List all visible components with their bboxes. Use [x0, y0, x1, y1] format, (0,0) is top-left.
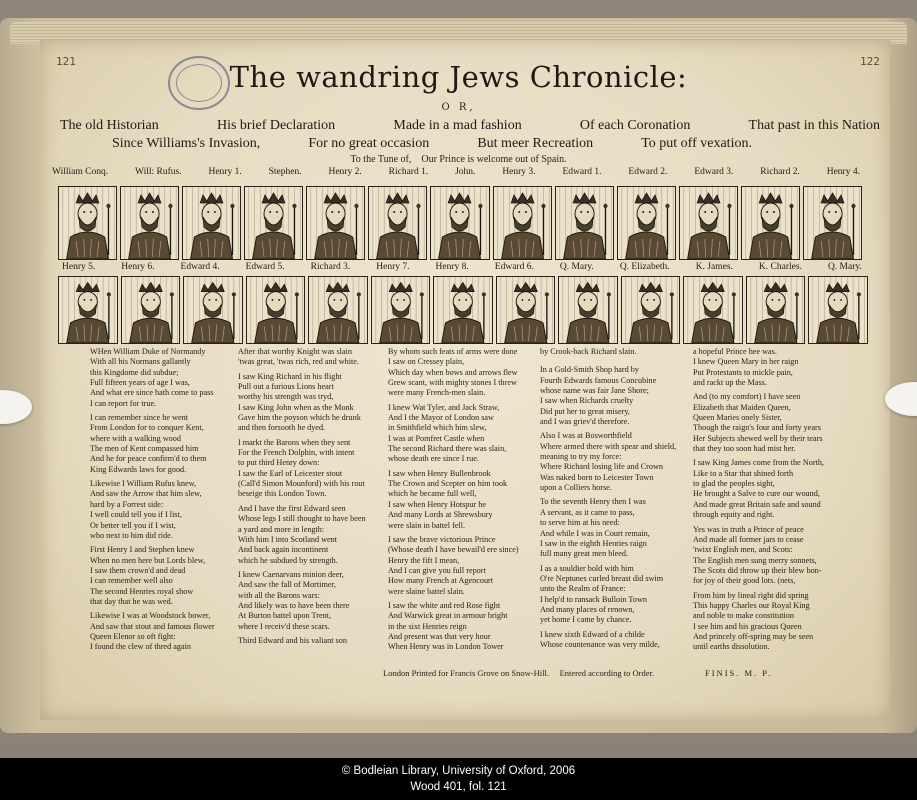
monarch-label: Edward 5.	[245, 262, 285, 272]
verse-line: And saw that stout and famous flower	[90, 621, 215, 631]
verse-line: How many French at Agencourt	[388, 576, 494, 586]
verse-line: unto the Realm of France:	[540, 584, 626, 594]
verse-line: The Scots did throw up their blew bon-	[693, 565, 822, 575]
monarch-portrait	[746, 276, 806, 344]
verse-column-4	[540, 347, 676, 650]
verse-line: full many great men bleed.	[540, 549, 628, 559]
monarch-label: Q. Mary.	[559, 262, 594, 272]
portrait-row-1	[58, 186, 862, 258]
verse-line: A servant, as it came to pass,	[540, 507, 635, 517]
monarch-portrait	[433, 276, 493, 344]
verse-line: I markt the Barons when they sent	[238, 437, 351, 447]
verse-line: This happy Charles our Royal King	[693, 600, 810, 610]
verse-line: I as a souldier bold with him	[540, 563, 634, 573]
verse-line: were slaine battel slain.	[388, 586, 465, 596]
subtitle-row-2	[112, 136, 752, 152]
verse-line: And made all former jars to cease	[693, 534, 804, 544]
verse-line: Also I was at Bosworthfield	[540, 431, 632, 441]
verse-line: in the sixt Henries reign	[388, 621, 467, 631]
verse-line: Put Protestants to mickle pain,	[693, 367, 793, 377]
verse-column-2	[238, 347, 366, 646]
verse-line: where I receiv'd these scars.	[238, 621, 330, 631]
verse-line: where with a walking wood	[90, 433, 181, 443]
verse-line: through equity and right.	[693, 510, 775, 520]
verse-line: And he for peace confirm'd to them	[90, 454, 207, 464]
verse-line: In a Gold-Smith Shop hard by	[540, 365, 639, 375]
verse-line: I saw the brave victorious Prince	[388, 534, 496, 544]
verse-line: And likely was to have been there	[238, 600, 350, 610]
verse-line: O're Neptunes curled breast did swim	[540, 573, 664, 583]
verse-line: Likewise I William Rufus knew,	[90, 479, 197, 489]
verse-column-5	[693, 347, 824, 653]
folio-number-left: 121	[56, 55, 76, 68]
verse-line: And Warwick great in armour bright	[388, 611, 508, 621]
verse-line: The second Henries royal show	[90, 586, 194, 596]
verse-line: a yard and more in length:	[238, 524, 325, 534]
copyright-notice: © Bodleian Library, University of Oxford, 2006	[341, 765, 576, 777]
monarch-portrait	[493, 186, 552, 260]
verse-line: Full fifteen years of age I was,	[90, 378, 190, 388]
verse-line: And I can give you full report	[388, 565, 486, 575]
verse-line: Where armed there with spear and shield,	[540, 441, 677, 451]
verse-line: When Henry was in London Tower	[388, 642, 504, 652]
monarch-portrait	[120, 186, 179, 260]
verse-line: And many Lords at Shrewsbury	[388, 510, 493, 520]
verse-column-1	[90, 347, 215, 653]
verse-line: and rackt up the Mass.	[693, 378, 767, 388]
monarch-portrait	[368, 186, 427, 260]
verse-line: I knew Queen Mary in her raign	[693, 357, 799, 367]
verse-line: And made great Britain safe and sound	[693, 499, 821, 509]
shelfmark: Wood 401, fol. 121	[410, 781, 507, 793]
verse-line: I saw in the eighth Henries raign	[540, 538, 647, 548]
verse-line: beseige this London Town.	[238, 489, 327, 499]
portrait-row-2	[58, 276, 868, 342]
monarch-labels-row-2	[62, 262, 862, 272]
imprint-line	[383, 668, 654, 678]
verse-line: I saw the white and red Rose fight	[388, 600, 501, 610]
monarch-labels-row-1	[52, 167, 860, 177]
monarch-label: Henry 4.	[826, 167, 860, 177]
verse-line: whose name was fair Jane Shore;	[540, 386, 649, 396]
subtitle-phrase: Made in a mad fashion	[393, 118, 522, 133]
monarch-portrait	[683, 276, 743, 344]
monarch-label: Henry 7.	[376, 262, 410, 272]
monarch-portrait	[58, 276, 118, 344]
verse-line: And what ere since hath come to pass	[90, 388, 214, 398]
tune-label: To the Tune of,	[350, 154, 412, 165]
verse-line: When no men here but Lords blew,	[90, 555, 206, 565]
monarch-label: Henry 3.	[502, 167, 536, 177]
monarch-portrait	[621, 276, 681, 344]
verse-line: And back again incontinent	[238, 545, 329, 555]
verse-line: I knew sixth Edward of a childe	[540, 629, 645, 639]
monarch-label: Richard 3.	[310, 262, 351, 272]
tune-line	[0, 154, 917, 165]
subtitle-phrase: But meer Recreation	[477, 136, 594, 151]
verse-line: this Kingdome did subdue;	[90, 367, 179, 377]
folio-number-right: 122	[860, 55, 880, 68]
subtitle-phrase: For no great occasion	[308, 136, 430, 151]
monarch-label: Henry 2.	[328, 167, 362, 177]
monarch-label: K. James.	[695, 262, 733, 272]
verse-line: He brought a Salve to cure our wound,	[693, 489, 820, 499]
verse-line: (Whose death I have bewail'd ere since)	[388, 545, 519, 555]
verse-line: Likewise I was at Woodstock bower,	[90, 611, 211, 621]
monarch-label: Edward 6.	[494, 262, 534, 272]
monarch-label: Henry 1.	[208, 167, 242, 177]
monarch-label: Richard 2.	[760, 167, 800, 177]
monarch-portrait	[58, 186, 117, 260]
verse-line: I knew Caenarvans minion deer,	[238, 569, 344, 579]
monarch-portrait	[558, 276, 618, 344]
monarch-label: Edward 1.	[562, 167, 602, 177]
verse-line: I saw King John when as the Monk	[238, 402, 354, 412]
verse-line: and I was griev'd therefore.	[540, 417, 630, 427]
verse-line: Queen Elenor so oft fight:	[90, 631, 176, 641]
verse-line: The men of Kent compassed him	[90, 444, 199, 454]
verse-line: I saw them crown'd and dead	[90, 565, 186, 575]
monarch-portrait	[308, 276, 368, 344]
verse-line: a hopeful Prince hee was.	[693, 347, 777, 356]
verse-line: Where Richard losing life and Crown	[540, 462, 664, 472]
verse-line: (Call'd Simon Mounford) with his rout	[238, 479, 365, 489]
verse-line: I was at Pomfret Castle when	[388, 433, 485, 443]
verse-line: Whose countenance was very milde,	[540, 639, 660, 649]
verse-line: upon a Colliers horse.	[540, 483, 612, 493]
verse-line: with all the Barons wars:	[238, 590, 320, 600]
verse-line: And (to my comfort) I have seen	[693, 392, 801, 402]
verse-line: Henry the fift I mean,	[388, 555, 460, 565]
monarch-portrait	[430, 186, 489, 260]
monarch-portrait	[496, 276, 556, 344]
entered-note: Entered according to Order.	[559, 668, 654, 678]
verse-line: Like to a Star that shined forth	[693, 468, 794, 478]
verse-line: Gave him the poyson which he drunk	[238, 413, 361, 423]
subtitle-phrase: To put off vexation.	[641, 136, 752, 151]
monarch-label: Q. Elizabeth.	[619, 262, 670, 272]
verse-line: and then forsooth he dyed.	[238, 423, 326, 433]
monarch-label: Edward 2.	[628, 167, 668, 177]
monarch-label: Stephen.	[268, 167, 302, 177]
monarch-label: William Conq.	[52, 167, 109, 177]
verse-line: until earths dissolution.	[693, 642, 770, 652]
verse-line: that day that he was wed.	[90, 596, 173, 606]
verse-line: I saw when Henry Hotspur he	[388, 499, 486, 509]
verse-line: and noble to make constitution	[693, 611, 794, 621]
monarch-portrait	[183, 276, 243, 344]
verse-line: The second Richard there was slain,	[388, 444, 507, 454]
verse-line: For the French Dolphin, with intent	[238, 448, 355, 458]
monarch-portrait	[679, 186, 738, 260]
verse-line: Which day when bows and arrows flew	[388, 367, 518, 377]
monarch-portrait	[803, 186, 862, 260]
monarch-portrait	[244, 186, 303, 260]
verse-line: King Edwards laws for good.	[90, 464, 187, 474]
monarch-portrait	[741, 186, 800, 260]
verse-line: I knew Wat Tyler, and Jack Straw,	[388, 402, 500, 412]
verse-line: And present was that very hour	[388, 631, 491, 641]
verse-line: And I the Mayor of London saw	[388, 413, 494, 423]
monarch-label: Henry 8.	[435, 262, 469, 272]
verse-line: I can remember since he went	[90, 413, 188, 423]
monarch-portrait	[617, 186, 676, 260]
verse-line: Grew scant, with mighty stones I threw	[388, 378, 517, 388]
verse-line: I saw King James come from the North,	[693, 458, 824, 468]
monarch-label: K. Charles.	[758, 262, 802, 272]
verse-line: Pull out a furious Lions heart	[238, 382, 334, 392]
verse-line: The Crown and Scepter on him took	[388, 479, 508, 489]
monarch-label: Edward 3.	[694, 167, 734, 177]
verse-line: I saw King Richard in his flight	[238, 371, 342, 381]
monarch-portrait	[246, 276, 306, 344]
verse-line: I found the clew of thred again	[90, 642, 191, 652]
verse-line: which he became full well,	[388, 489, 477, 499]
monarch-portrait	[808, 276, 868, 344]
monarch-label: Edward 4.	[180, 262, 220, 272]
verse-line: hard by a Forrest side:	[90, 499, 164, 509]
verse-line: After that worthy Knight was slain	[238, 347, 352, 356]
verse-line: who next to him did ride.	[90, 530, 173, 540]
verse-line: that they too soon had mist her.	[693, 444, 796, 454]
verse-line: From him by lineal right did spring	[693, 590, 809, 600]
verse-line: were many French-men slain.	[388, 388, 486, 398]
verse-line: I can report for true.	[90, 398, 157, 408]
image-credit-bar	[0, 758, 917, 800]
verse-line: Or better tell you if I wist,	[90, 520, 176, 530]
verse-line: And I have the first Edward seen	[238, 503, 346, 513]
verse-line: And many places of renown,	[540, 604, 635, 614]
verse-line: With him I into Scotland went	[238, 534, 338, 544]
verse-line: 'twixt English men, and Scots:	[693, 545, 793, 555]
verse-line: Her Subjects shewed well by their tears	[693, 433, 823, 443]
verse-line: And while I was in Court remain,	[540, 528, 650, 538]
subtitle-phrase: That past in this Nation	[748, 118, 880, 133]
page-title: The wandring Jews Chronicle:	[229, 60, 688, 94]
verse-column-3	[388, 347, 519, 653]
monarch-portrait	[555, 186, 614, 260]
monarch-portrait	[371, 276, 431, 344]
subtitle-phrase: The old Historian	[60, 118, 159, 133]
finis-mark: FINIS. M. P.	[705, 668, 773, 678]
verse-line: Did put her to great misery,	[540, 406, 630, 416]
verse-line: which he subdued by strength.	[238, 555, 338, 565]
title-or: O R,	[441, 102, 476, 113]
verse-line: for joy of their good lots. (nets,	[693, 576, 796, 586]
verse-line: yet home I came by chance.	[540, 615, 632, 625]
subtitle-row-1	[60, 118, 880, 134]
verse-line: To the seventh Henry then I was	[540, 497, 646, 507]
verse-line: Third Edward and his valiant son	[238, 635, 347, 645]
verse-line: And princely off-spring may be seen	[693, 631, 814, 641]
monarch-label: Henry 5.	[62, 262, 96, 272]
monarch-label: Will: Rufus.	[134, 167, 182, 177]
subtitle-phrase: Of each Coronation	[579, 118, 691, 133]
verse-line: First Henry I and Stephen knew	[90, 545, 195, 555]
monarch-portrait	[182, 186, 241, 260]
verse-line: Fourth Edwards famous Concubine	[540, 375, 657, 385]
subtitle-phrase: Since Williams's Invasion,	[112, 136, 261, 151]
verse-line: I saw the Earl of Leicester stout	[238, 468, 343, 478]
verse-line: Though the raign's four and forty years	[693, 423, 821, 433]
verse-line: I help'd to ransack Bulloin Town	[540, 594, 647, 604]
verse-line: to glad the peoples sight,	[693, 479, 775, 489]
verse-line: I see him and his gracious Queen	[693, 621, 802, 631]
verse-line: Was naked born to Leicester Town	[540, 472, 654, 482]
verse-line: Queen Maries onely Sister,	[693, 413, 782, 423]
verse-line: I can remember well also	[90, 576, 173, 586]
monarch-portrait	[306, 186, 365, 260]
verse-line: By whom such feats of arms were done	[388, 347, 518, 356]
verse-line: I well could tell you if I list,	[90, 510, 182, 520]
verse-line: Yes was in truth a Prince of peace	[693, 524, 804, 534]
verse-line: Whose legs I still thought to have been	[238, 514, 366, 524]
monarch-label: Q. Mary.	[827, 262, 862, 272]
verse-line: to put third Henry down:	[238, 458, 320, 468]
monarch-portrait	[121, 276, 181, 344]
verse-line: 'twas great, 'twas rich, red and white.	[238, 357, 359, 367]
verse-line: The English men sung merry sonnets,	[693, 555, 817, 565]
verse-line: WHen William Duke of Normandy	[90, 347, 206, 356]
verse-line: Elizabeth that Maiden Queen,	[693, 402, 791, 412]
verse-line: whose death ere since I rue.	[388, 454, 479, 464]
tune-name: Our Prince is welcome out of Spain.	[421, 154, 567, 165]
verse-line: I saw when Richards cruelty	[540, 396, 634, 406]
verse-line: in Smithfield which him slew,	[388, 423, 487, 433]
subtitle-phrase: His brief Declaration	[216, 118, 336, 133]
verse-line: meaning to try my force:	[540, 452, 622, 462]
verse-line: And saw the fall of Mortimer,	[238, 580, 336, 590]
verse-line: to serve him at his need:	[540, 518, 620, 528]
verse-line: With all his Normans gallantly	[90, 357, 191, 367]
verse-line: worthy his strength was tryd,	[238, 392, 334, 402]
verse-line: I saw on Cressey plain,	[388, 357, 465, 367]
verse-line: At Burton battel upon Trent,	[238, 611, 332, 621]
ballad-text	[90, 347, 865, 677]
monarch-label: Richard 1.	[388, 167, 429, 177]
printer-imprint: London Printed for Francis Grove on Snow-Hill.	[383, 668, 549, 678]
monarch-label: Henry 6.	[121, 262, 155, 272]
verse-line: From London for to conquer Kent,	[90, 423, 204, 433]
verse-line: by Crook-back Richard slain.	[540, 347, 637, 356]
verse-line: And saw the Arrow that him slew,	[90, 489, 202, 499]
verse-line: were slain in battel fell.	[388, 520, 466, 530]
verse-line: I saw when Henry Bullenbrook	[388, 468, 491, 478]
monarch-label: John.	[455, 167, 476, 177]
